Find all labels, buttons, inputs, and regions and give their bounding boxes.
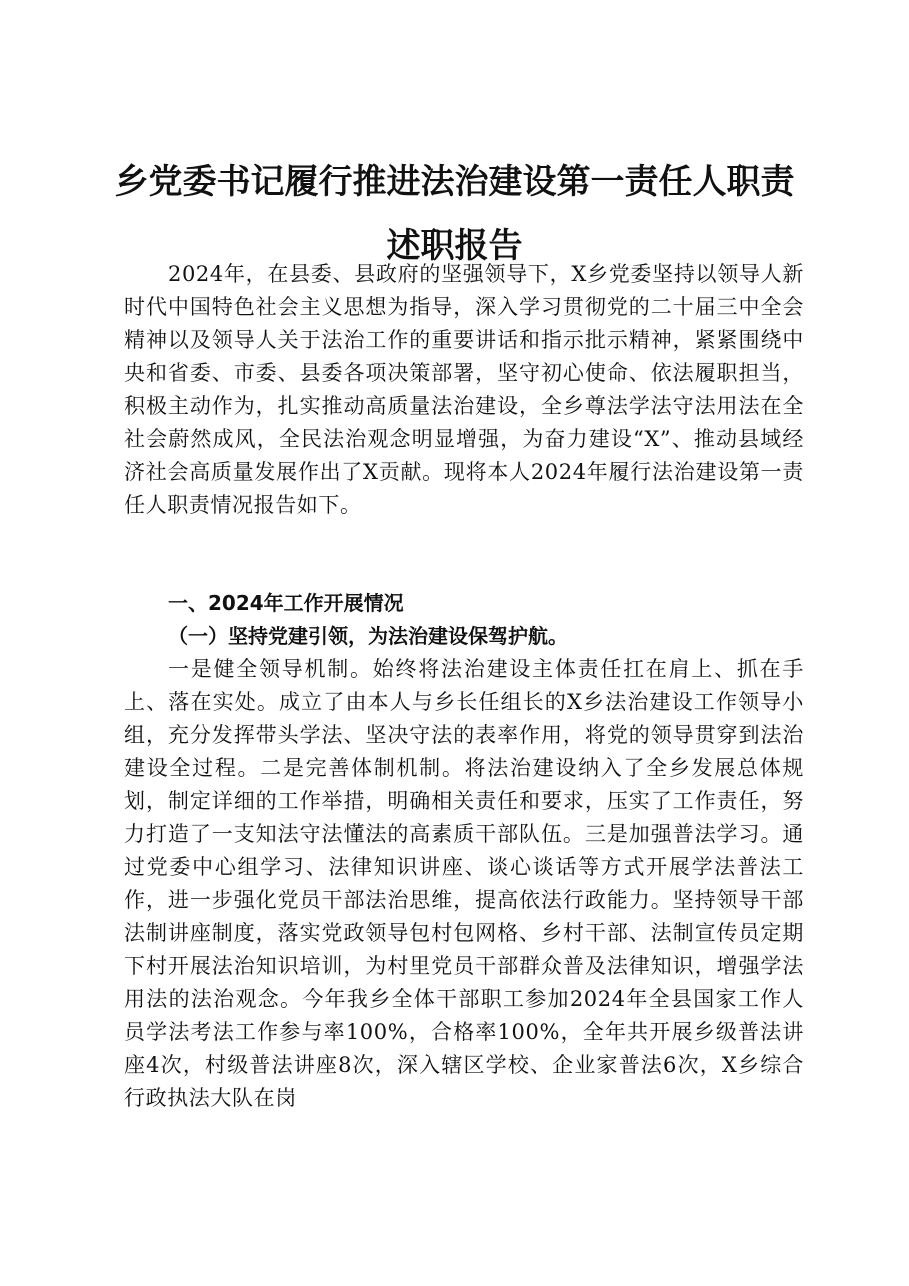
document-title-line-2: 述职报告 [386, 226, 523, 266]
subsection-heading: （一）坚持党建引领，为法治建设保驾护航。 [168, 624, 568, 648]
section-heading: 一、2024年工作开展情况 [168, 591, 404, 615]
intro-paragraph: 2024年，在县委、县政府的坚强领导下，X乡党委坚持以领导人新时代中国特色社会主义思想为指导，深入学习贯彻党的二十届三中全会精神以及领导人关于法治工作的重要讲话和指示批示精神，紧紧围绕中央和省委、市委、县委各项决策部署，坚守初心使命、依法履职担当，积极主动作为，扎实推动高质量法治建设，全乡尊法学法守法用法在全社会蔚然成风，全民法治观念明显增强，为奋力建设“X”、推动县域经济社会高质量发展作出了X贡献。现将本人2024年履行法治建设第一责任人职责情况报告如下。 [124, 262, 804, 517]
document-title-line-1: 乡党委书记履行推进法治建设第一责任人职责 [114, 162, 795, 202]
body-paragraph: 一是健全领导机制。始终将法治建设主体责任扛在肩上、抓在手上、落在实处。成立了由本人与乡长任组长的X乡法治建设工作领导小组，充分发挥带头学法、坚决守法的表率作用，将党的领导贯穿到法治建设全过程。二是完善体制机制。将法治建设纳入了全乡发展总体规划，制定详细的工作举措，明确相关责任和要求，压实了工作责任，努力打造了一支知法守法懂法的高素质干部队伍。三是加强普法学习。通过党委中心组学习、法律知识讲座、谈心谈话等方式开展学法普法工作，进一步强化党员干部法治思维，提高依法行政能力。坚持领导干部法制讲座制度，落实党政领导包村包网格、乡村干部、法制宣传员定期下村开展法治知识培训，为村里党员干部群众普及法律知识，增强学法用法的法治观念。今年我乡全体干部职工参加2024年全县国家工作人员学法考法工作参与率100%，合格率100%，全年共开展乡级普法讲座4次，村级普法讲座8次，深入辖区学校、企业家普法6次，X乡综合行政执法大队在岗 [124, 657, 804, 1110]
